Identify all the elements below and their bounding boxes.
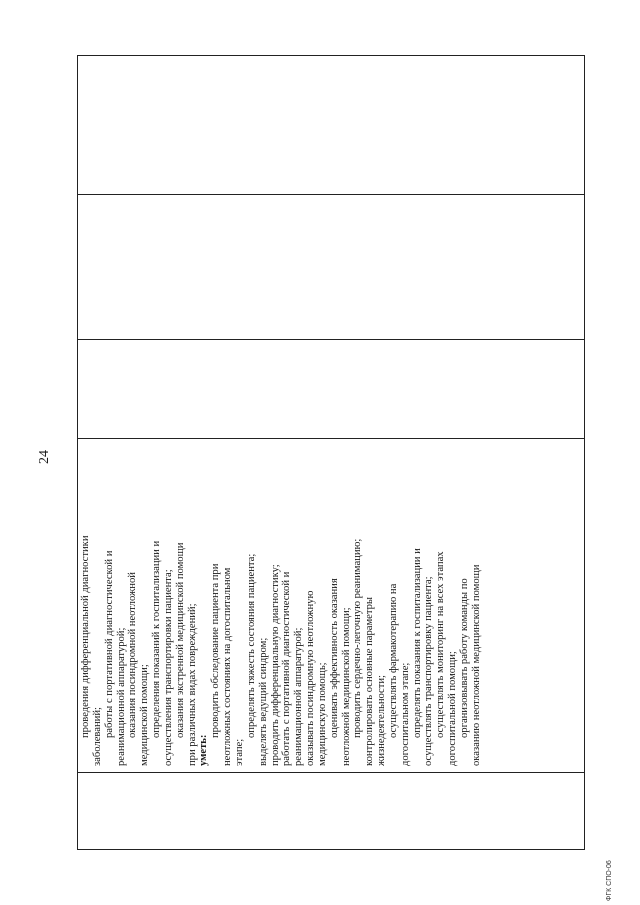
text-line: определения показаний к госпитализации и: [151, 540, 163, 738]
table-column-3: [78, 339, 584, 438]
text-line: медицинскую помощь;: [316, 662, 328, 766]
text-line: организовывать работу команды по: [459, 578, 470, 738]
competency-table: [77, 55, 585, 850]
text-line: контролировать основные параметры: [364, 596, 376, 766]
text-line: проводить сердечно-легочную реанимацию;: [352, 538, 364, 738]
text-line: осуществлять фармакотерапию на: [387, 583, 399, 738]
text-line: догоспитальной помощи;: [447, 651, 459, 766]
text-line: реанимационной аппаратурой;: [115, 627, 127, 766]
text-line: выделять ведущий синдром;: [257, 637, 269, 766]
text-line: проведения дифференциальной диагностики: [80, 535, 91, 738]
text-line: определять показания к госпитализации и: [411, 548, 423, 738]
competency-text: [80, 443, 483, 766]
text-line: проводить дифференциальную диагностику;: [269, 564, 281, 766]
text-line: догоспитальном этапе;: [399, 662, 411, 766]
text-line: осуществлять транспортировку пациента;: [423, 576, 435, 766]
text-line: работать с портативной диагностической и: [281, 571, 293, 766]
text-line: оказанию неотложной медицинской помощи: [470, 564, 482, 766]
text-line: неотложных состояниях на догоспитальном: [222, 567, 234, 766]
text-line: этапе;: [233, 738, 245, 766]
page-number: 24: [37, 450, 52, 464]
table-column-4: [78, 194, 584, 339]
table-column-1: [78, 772, 584, 849]
text-line: реанимационной аппаратурой;: [293, 627, 305, 766]
text-line: работы с портативной диагностической и: [103, 550, 115, 738]
text-line: осуществления транспортировки пациента;: [162, 569, 174, 766]
text-line: оказания экстренной медицинской помощи: [174, 542, 186, 738]
text-line: уметь:: [198, 734, 210, 766]
text-line: при различных видах повреждений;: [186, 603, 198, 766]
text-line: медицинской помощи;: [139, 664, 151, 766]
table-column-2: [78, 438, 584, 772]
text-line: проводить обследование пациента при: [210, 563, 222, 738]
text-line: неотложной медицинской помощи;: [340, 607, 352, 766]
text-line: заболеваний;: [91, 707, 103, 766]
text-line: оказывать посиндромную неотложную: [305, 590, 317, 766]
text-line: жизнедеятельности;: [376, 675, 388, 766]
text-line: осуществлять мониторинг на всех этапах: [435, 551, 447, 738]
footer-mark: ФГК СПО-06: [606, 860, 613, 901]
text-line: оценивать эффективность оказания: [328, 578, 340, 738]
table-column-5: [78, 54, 584, 194]
text-line: определять тяжесть состояния пациента;: [245, 553, 257, 738]
text-line: оказания посиндромной неотложной: [127, 572, 139, 738]
